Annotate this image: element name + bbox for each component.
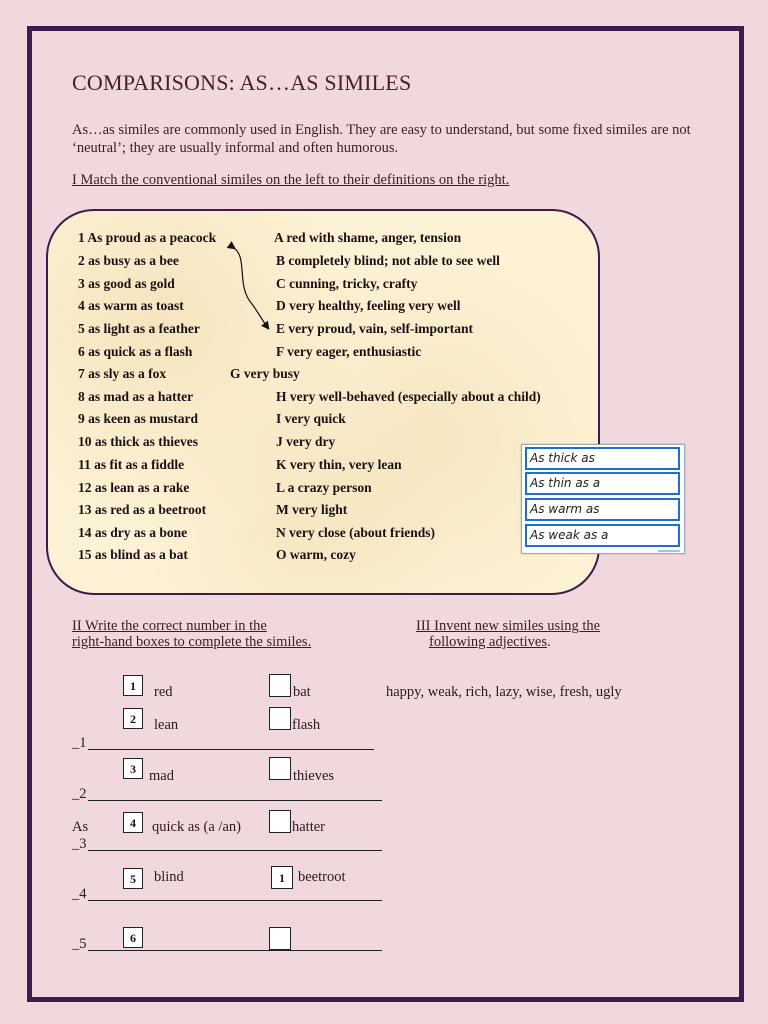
definition-e: E very proud, vain, self-important — [276, 321, 474, 336]
page-title: COMPARISONS: AS…AS SIMILES — [72, 70, 412, 95]
right-word-hatter: hatter — [292, 819, 326, 835]
answer-box-flash[interactable] — [269, 707, 291, 730]
word-box-footer-mark — [658, 550, 680, 552]
answer-line-label-4: _4 — [72, 886, 87, 902]
simile-2: 2 as busy as a bee — [78, 253, 179, 268]
task-3-period: . — [546, 634, 551, 650]
simile-5: 5 as light as a feather — [78, 321, 200, 336]
definition-n: N very close (about friends) — [276, 525, 435, 540]
number-box-4: 4 — [123, 812, 143, 833]
answer-box-bat[interactable] — [269, 674, 291, 697]
word-box-item: As thin as a — [525, 472, 680, 495]
simile-4: 4 as warm as toast — [78, 298, 184, 313]
simile-1: 1 As proud as a peacock — [78, 230, 217, 245]
definition-h: H very well-behaved (especially about a child) — [276, 389, 541, 404]
left-word-mad: mad — [149, 768, 174, 784]
definition-c: C cunning, tricky, crafty — [276, 276, 418, 291]
simile-13: 13 as red as a beetroot — [78, 502, 207, 517]
answer-line-1[interactable] — [88, 749, 374, 750]
left-word-red: red — [154, 684, 173, 700]
simile-3: 3 as good as gold — [78, 276, 175, 291]
adjectives-list: happy, weak, rich, lazy, wise, fresh, ugly — [386, 684, 622, 700]
right-word-beetroot: beetroot — [298, 869, 346, 885]
answer-line-label-3: _3 — [72, 836, 87, 852]
simile-8: 8 as mad as a hatter — [78, 389, 194, 404]
as-label: As — [72, 819, 89, 835]
left-word-quick: quick as (a /an) — [152, 819, 241, 835]
word-box-item: As thick as — [525, 447, 680, 470]
answer-box-hatter[interactable] — [269, 810, 291, 833]
task-3-line1-text: III Invent new similes using the — [416, 618, 601, 634]
right-word-bat: bat — [293, 684, 311, 700]
simile-6: 6 as quick as a flash — [78, 344, 193, 359]
task-3-line2-text: following adjectives — [429, 634, 547, 650]
word-box-item: As warm as — [525, 498, 680, 521]
definition-i: I very quick — [276, 411, 346, 426]
number-box-1: 1 — [123, 675, 143, 696]
simile-7: 7 as sly as a fox — [78, 366, 167, 381]
right-word-flash: flash — [292, 717, 321, 733]
number-box-6: 6 — [123, 927, 143, 948]
definition-l: L a crazy person — [276, 480, 372, 495]
number-box-3: 3 — [123, 758, 143, 779]
task-3-instruction-line1 — [416, 618, 600, 635]
answer-line-label-1: _1 — [72, 735, 87, 751]
answer-line-3[interactable] — [88, 850, 382, 851]
answer-line-5[interactable] — [88, 950, 382, 951]
definition-g: G very busy — [230, 366, 300, 381]
answer-line-4[interactable] — [88, 900, 382, 901]
simile-9: 9 as keen as mustard — [78, 411, 199, 426]
intro-paragraph: As…as similes are commonly used in English. They are easy to understand, but some fixed similes are not ‘neutral’; they are usually informal and often humorous. — [72, 122, 691, 156]
left-word-blind: blind — [154, 869, 184, 885]
definition-b: B completely blind; not able to see well — [276, 253, 500, 268]
simile-12: 12 as lean as a rake — [78, 480, 190, 495]
right-word-thieves: thieves — [293, 768, 335, 784]
answer-box-thieves[interactable] — [269, 757, 291, 780]
answer-box-blank[interactable] — [269, 927, 291, 950]
definition-o: O warm, cozy — [276, 547, 356, 562]
word-box-item: As weak as a — [525, 524, 680, 547]
simile-14: 14 as dry as a bone — [78, 525, 188, 540]
definition-f: F very eager, enthusiastic — [276, 344, 422, 359]
answer-box-beetroot[interactable]: 1 — [271, 866, 293, 889]
word-box — [521, 444, 685, 554]
definition-a: A red with shame, anger, tension — [274, 230, 462, 245]
task-2-instruction-line1: II Write the correct number in the — [72, 618, 267, 634]
simile-10: 10 as thick as thieves — [78, 434, 199, 449]
example-arrow-icon — [226, 240, 276, 336]
definition-m: M very light — [276, 502, 348, 517]
left-word-lean: lean — [154, 717, 179, 733]
simile-11: 11 as fit as a fiddle — [78, 457, 185, 472]
answer-line-label-2: _2 — [72, 786, 87, 802]
task-1-instruction: I Match the conventional similes on the left to their definitions on the right. — [72, 172, 510, 188]
simile-15: 15 as blind as a bat — [78, 547, 188, 562]
number-box-5: 5 — [123, 868, 143, 889]
number-box-2: 2 — [123, 708, 143, 729]
answer-line-label-5: _5 — [72, 936, 87, 952]
definition-j: J very dry — [276, 434, 336, 449]
definition-k: K very thin, very lean — [276, 457, 402, 472]
task-3-instruction-line2 — [429, 634, 551, 651]
answer-line-2[interactable] — [88, 800, 382, 801]
task-2-instruction-line2: right-hand boxes to complete the similes. — [72, 634, 312, 650]
definition-d: D very healthy, feeling very well — [276, 298, 461, 313]
